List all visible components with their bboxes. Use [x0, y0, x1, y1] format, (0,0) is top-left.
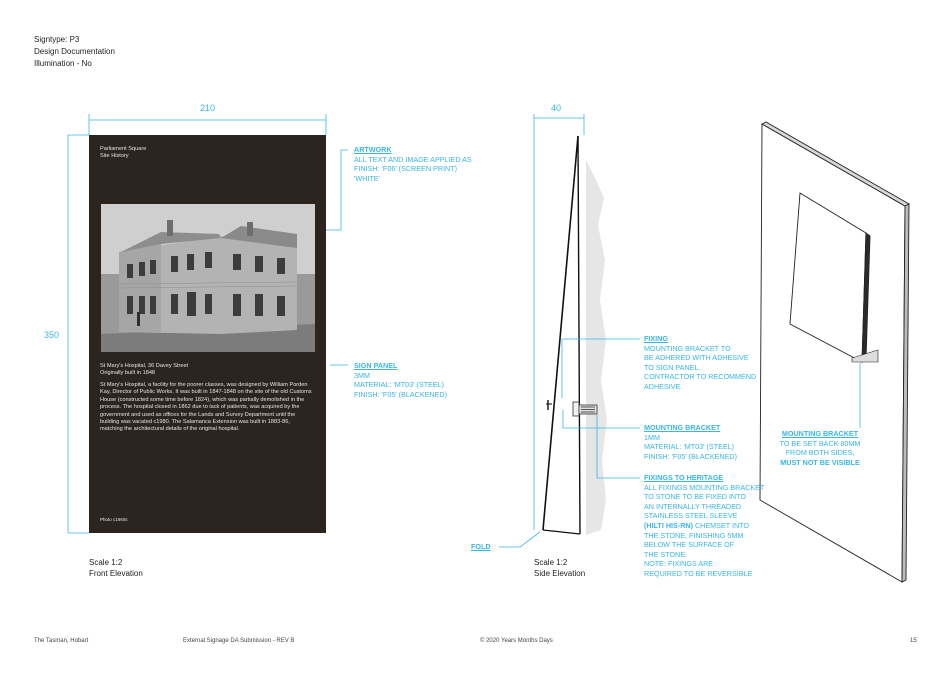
note-line: TO SIGN PANEL. — [644, 362, 701, 372]
doc-label: Design Documentation — [34, 47, 115, 56]
front-scale-label — [89, 557, 143, 579]
footer-project: The Tasman, Hobart — [34, 638, 89, 644]
note-line: 1MM — [644, 432, 660, 442]
note-fixing-title: FIXING — [644, 334, 668, 343]
signtype-label: Signtype: P3 — [34, 35, 80, 44]
note-fold-title: FOLD — [471, 542, 491, 551]
sign-panel-front — [89, 135, 326, 533]
note-line: MATERIAL: 'MT03' (STEEL) — [644, 442, 735, 452]
isometric-view — [760, 122, 909, 582]
note-line: MATERIAL: 'MT03' (STEEL) — [354, 380, 445, 390]
hilti-bold-text: (HILTI HIS-RN) — [644, 520, 693, 530]
front-scale: Scale 1:2 — [89, 558, 123, 567]
note-line: 3MM — [354, 370, 370, 380]
note-line: FINISH: 'F05' (BLACKENED) — [644, 451, 738, 461]
note-line: THE STONE. — [644, 549, 687, 559]
footer-copyright: © 2020 Years Months Days — [480, 638, 553, 644]
note-line: BELOW THE SURFACE OF — [644, 540, 735, 550]
panel-title-line2: Site History — [100, 153, 129, 160]
note-line: AN INTERNALLY THREADED — [644, 501, 742, 511]
note-fixings-heritage — [644, 473, 764, 579]
note-sign-panel-title: SIGN PANEL — [354, 361, 398, 370]
heritage-wall-shape — [586, 160, 607, 535]
note-line: FINISH: 'F05' (BLACKENED) — [354, 389, 448, 399]
note-artwork-title: ARTWORK — [354, 145, 392, 154]
note-line: REQUIRED TO BE REVERSIBLE — [644, 568, 753, 578]
note-line: ALL TEXT AND IMAGE APPLIED AS — [354, 154, 472, 164]
note-sign-panel — [354, 361, 447, 399]
note-mounting-bracket — [644, 423, 737, 461]
note-line: ALL FIXINGS MOUNTING BRACKET — [644, 482, 765, 492]
note-line: THE STONE, FINISHING 5MM — [644, 530, 744, 540]
note-fold — [471, 542, 491, 552]
side-scale: Scale 1:2 — [534, 558, 568, 567]
side-scale-label — [534, 557, 585, 579]
note-line: CONTRACTOR TO RECOMMEND — [644, 372, 757, 382]
note-fixings-heritage-title: FIXINGS TO HERITAGE — [644, 473, 724, 482]
note-line: BE ADHERED WITH ADHESIVE — [644, 353, 749, 363]
illumination-label: Illumination - No — [34, 59, 92, 68]
side-elevation-label: Side Elevation — [534, 569, 586, 578]
panel-title-line1: Parliament Square — [100, 146, 147, 152]
side-panel — [543, 136, 580, 534]
side-leaders — [499, 339, 640, 547]
note-line: NOTE: FIXINGS ARE — [644, 559, 714, 569]
note-iso-bracket — [770, 429, 870, 467]
footer-submission: External Signage DA Submission - REV B — [183, 638, 295, 644]
note-line: 'WHITE' — [354, 173, 380, 183]
note-line: ADHESIVE. — [644, 381, 683, 391]
front-elevation-label: Front Elevation — [89, 569, 143, 578]
note-line-hilti — [644, 521, 764, 531]
note-artwork — [354, 145, 472, 183]
note-mounting-bracket-title: MOUNTING BRACKET — [644, 423, 721, 432]
front-width-dim: 210 — [200, 103, 216, 113]
hospital-photo — [101, 204, 315, 352]
note-line: TO STONE TO BE FIXED INTO — [644, 492, 746, 502]
note-line: FROM BOTH SIDES, — [785, 448, 855, 458]
note-line: TO BE SET BACK 80MM — [779, 438, 861, 448]
note-fixing — [644, 334, 756, 392]
caption-line1: St Mary's Hospital, 36 Davey Street — [100, 363, 189, 369]
note-line: FINISH: 'F06' (SCREEN PRINT) — [354, 164, 457, 174]
photo-credit: Photo c1860s — [100, 517, 128, 522]
side-depth-dim: 40 — [551, 103, 562, 113]
caption-line2: Originally built in 1848 — [100, 370, 156, 377]
note-line: STAINLESS STEEL SLEEVE — [644, 511, 738, 521]
photo-caption — [100, 363, 188, 378]
footer-page-number: 15 — [910, 638, 917, 644]
hospital-building-image — [101, 204, 315, 352]
history-body-text: St Mary's Hospital, a facility for the poorer classes, was designed by William Porden Kay, Director of Public Works. It was built in 1847-1848 on the site of the old Customs House (constructed some time before 1824), which was partially demolished in the process. The hospital closed in 1862 due to lack of patients, was acquired by the government and used as offices for the Lands and Survey Department until the building was vacated c1980. The Salamanca Extension was built in 1883-86, matching the architectural details of the original hospital. — [100, 382, 312, 433]
side-dimension-lines — [534, 114, 584, 530]
note-line: MOUNTING BRACKET TO — [644, 343, 731, 353]
note-iso-bracket-title: MOUNTING BRACKET — [781, 429, 859, 438]
panel-title — [100, 146, 146, 161]
note-iso-bold: MUST NOT BE VISIBLE — [780, 457, 860, 467]
hilti-rest-text: CHEMSET INTO — [692, 520, 750, 530]
front-height-dim: 350 — [44, 330, 60, 340]
